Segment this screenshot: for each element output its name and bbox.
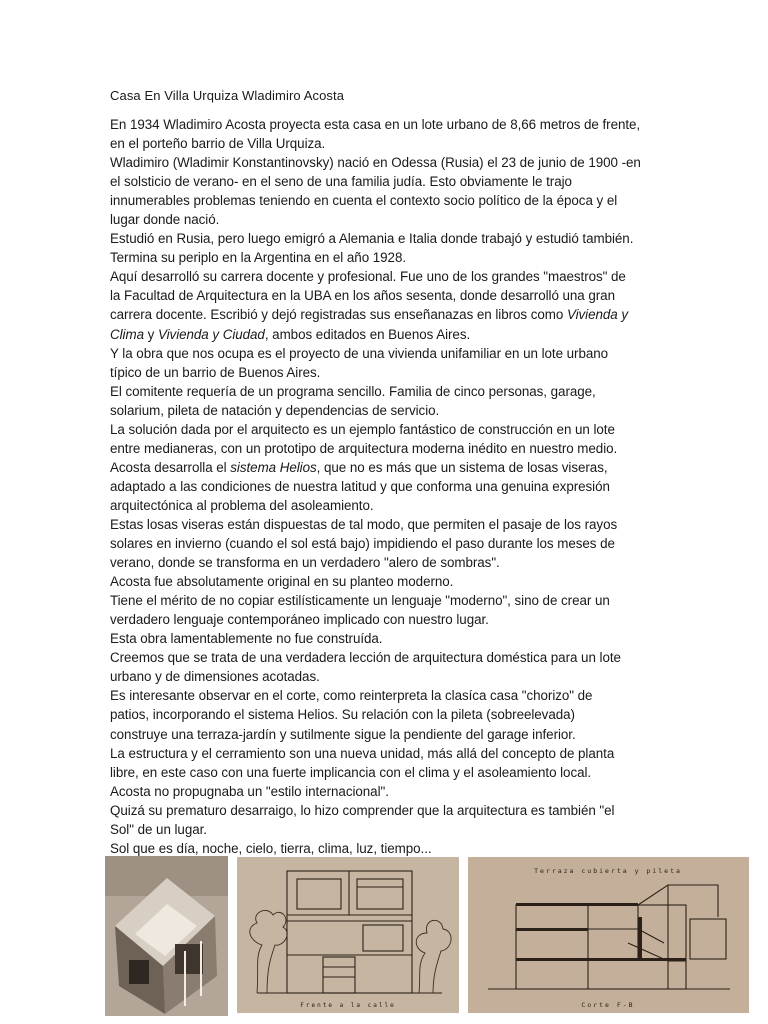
text-line: Sol que es día, noche, cielo, tierra, clima, luz, tiempo...	[110, 840, 432, 856]
text-line: Estudió en Rusia, pero luego emigró a Alemania e Italia donde trabajó y estudió también.	[110, 231, 634, 247]
text-line: Es interesante observar en el corte, como reinterpreta la clasíca casa "chorizo" de	[110, 688, 593, 704]
text-segment: Acosta desarrolla el	[110, 459, 231, 475]
book-title: Vivienda y Ciudad	[157, 326, 265, 342]
text-line: En 1934 Wladimiro Acosta proyecta esta casa en un lote urbano de 8,66 metros de frente,	[110, 117, 641, 132]
text-line: La estructura y el cerramiento son una nueva unidad, más allá del concepto de planta	[110, 745, 615, 761]
text-line: entre medianeras, con un prototipo de arquitectura moderna inédito en nuestro medio.	[110, 440, 618, 456]
text-line: innumerables problemas teniendo en cuenta el contexto socio político de la época y el	[110, 193, 618, 209]
text-line: Wladimiro (Wladimir Konstantinovsky) nació en Odessa (Rusia) el 23 de junio de 1900 -en	[110, 155, 641, 171]
text-line: patios, incorporando el sistema Helios. Su relación con la pileta (sobreelevada)	[110, 707, 575, 723]
text-line: Acosta no propugnaba un "estilo internacional".	[110, 783, 389, 799]
text-line: el solsticio de verano- en el seno de una familia judía. Esto obviamente le trajo	[110, 174, 572, 190]
text-line: construye una terraza-jardín y sutilmente sigue la pendiente del garage inferior.	[110, 726, 576, 742]
text-line: lugar donde nació.	[110, 212, 220, 228]
book-title: Vivienda y	[566, 307, 628, 323]
facade-elevation-drawing	[237, 857, 459, 1013]
text-segment: , que no es más que un sistema de losas viseras,	[316, 459, 608, 475]
text-line: solarium, pileta de natación y dependencias de servicio.	[110, 402, 440, 418]
text-line: Quizá su prematuro desarraigo, lo hizo comprender que la arquitectura es también "el	[110, 802, 615, 818]
text-line	[110, 325, 660, 344]
text-line: Acosta fue absolutamente original en su planteo moderno.	[110, 574, 454, 590]
text-line: verdadero lenguaje contemporáneo implicado con nuestro lugar.	[110, 612, 489, 628]
text-segment: , ambos editados en Buenos Aires.	[264, 326, 471, 342]
architectural-model-photo	[105, 856, 228, 1016]
text-line: la Facultad de Arquitectura en la UBA en los años sesenta, donde desarrolló una gran	[110, 288, 615, 304]
text-segment: y	[143, 326, 158, 342]
text-line: Creemos que se trata de una verdadera lección de arquitectura doméstica para un lote	[110, 650, 621, 666]
text-line: Termina su periplo en la Argentina en el año 1928.	[110, 250, 407, 266]
text-line: solares en invierno (cuando el sol está bajo) impidiendo el paso durante los meses de	[110, 536, 615, 552]
text-line: Y la obra que nos ocupa es el proyecto de una vivienda unifamiliar en un lote urbano	[110, 345, 609, 361]
system-name: sistema Helios	[230, 459, 317, 475]
text-line: La solución dada por el arquitecto es un ejemplo fantástico de construcción en un lote	[110, 421, 615, 437]
text-line: Aquí desarrolló su carrera docente y profesional. Fue uno de los grandes "maestros" de	[110, 269, 626, 285]
facade-caption: Frente a la calle	[300, 1002, 396, 1009]
section-drawing	[468, 857, 749, 1013]
text-line: Sol" de un lugar.	[110, 821, 207, 837]
text-line: típico de un barrio de Buenos Aires.	[110, 364, 321, 380]
text-line: El comitente requería de un programa sencillo. Familia de cinco personas, garage,	[110, 383, 596, 399]
page-title: Casa En Villa Urquiza Wladimiro Acosta	[110, 88, 345, 103]
text-line: Tiene el mérito de no copiar estilísticamente un lenguaje "moderno", sino de crear un	[110, 593, 610, 609]
text-line	[110, 305, 660, 324]
facade-drawing-icon	[237, 857, 459, 1013]
text-line: verano, donde se transforma en un verdadero "alero de sombras".	[110, 555, 500, 571]
section-drawing-icon	[468, 857, 749, 1013]
book-title: Clima	[110, 326, 144, 342]
text-line: Estas losas viseras están dispuestas de tal modo, que permiten el pasaje de los rayos	[110, 516, 618, 532]
document	[110, 86, 660, 858]
text-line: Esta obra lamentablemente no fue construída.	[110, 631, 383, 647]
text-line: arquitectónica al problema del asoleamiento.	[110, 497, 374, 513]
text-line	[110, 458, 660, 477]
model-photo-icon	[105, 856, 228, 1016]
section-caption-bottom: Corte F-B	[581, 1001, 635, 1009]
text-line: adaptado a las condiciones de nuestra latitud y que conforma una genuina expresión	[110, 478, 610, 494]
text-line: libre, en este caso con una fuerte implicancia con el clima y el asoleamiento local.	[110, 764, 592, 780]
text-line: en el porteño barrio de Villa Urquiza.	[110, 136, 326, 152]
text-line: urbano y de dimensiones acotadas.	[110, 669, 320, 685]
body-text	[110, 115, 660, 858]
text-segment: carrera docente. Escribió y dejó registradas sus enseñanazas en libros como	[110, 307, 567, 323]
section-caption-top: Terraza cubierta y pileta	[534, 867, 682, 875]
